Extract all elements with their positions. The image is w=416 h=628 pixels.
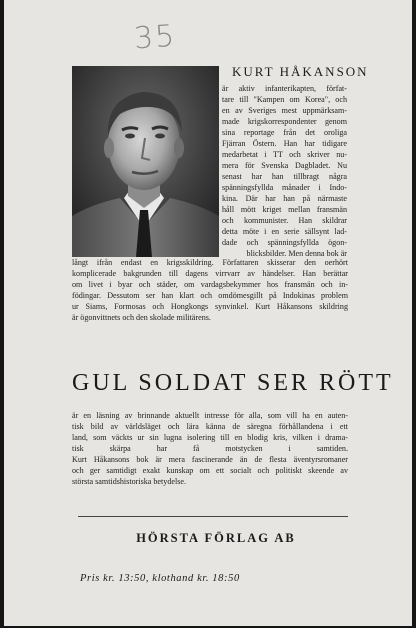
bio-line: senast har han tillbragt några (222, 172, 347, 181)
bio-line: födingar. Dessutom ser han klart och omdömesgillt på Indokinas problem (72, 291, 348, 300)
bio-line: medarbetat i TT och skriver nu- (222, 150, 347, 159)
publisher-name: HÖRSTA FÖRLAG AB (136, 531, 296, 545)
description-line: land, som väckts ur sin lugna isolering till en blodig kris, vilken i drama- (72, 433, 348, 442)
author-bio-column (222, 83, 347, 259)
bio-line: kina. Där har han på närmaste (222, 194, 347, 203)
bio-line: Fjärran Östern. Han har tidigare (222, 139, 347, 148)
author-portrait-image (72, 66, 219, 257)
book-description (72, 410, 348, 487)
bio-line: långt ifrån endast en krigsskildring. Författaren skisserar den oerhört (72, 258, 348, 267)
bio-line: blicksbilder. Men denna bok är (246, 249, 347, 258)
bio-line: made krigskorrespondenter genom (222, 117, 347, 126)
bio-line: detta möte i en serie sällsynt lad- (222, 227, 347, 236)
divider-rule (78, 516, 348, 517)
bio-line: spänningsfyllda månader i Indo- (222, 183, 347, 192)
description-line: Kurt Håkansons bok är mera fascinerande än de flesta äventyrsromaner (72, 455, 348, 464)
bio-line: håll mött kriget mellan fransmän (222, 205, 347, 214)
bio-line: dade och spänningsfyllda ögon- (222, 238, 347, 247)
bio-line: ur Siams, Formosas och Hongkongs synvinkel. Kurt Håkansons skildring (72, 302, 348, 311)
bio-line: en av Sveriges mest uppmärksam- (222, 106, 347, 115)
description-line: största samtidshistoriska betydelse. (72, 477, 186, 486)
description-line: tisk bild av världsläget och lära känna de säregna förhållandena i ett (72, 422, 348, 431)
bio-line: mera för Svenska Dagbladet. Nu (222, 161, 347, 170)
book-back-cover (4, 0, 412, 626)
bio-line: sina reportage från det oroliga (222, 128, 347, 137)
author-portrait (72, 66, 219, 257)
description-line: tisk skärpa har få motstycken i samtiden. (72, 444, 348, 453)
bio-line: är aktiv infanterikapten, förfat- (222, 84, 347, 93)
description-line: och ger samtidigt exakt kunskap om ett socialt och politiskt skeende av (72, 466, 348, 475)
author-name: KURT HÅKANSON (232, 64, 369, 79)
bio-line: om livet i byar och städer, om vardagsbekymmer hos fransmän och in- (72, 280, 348, 289)
bio-line: tare till "Kampen om Korea", och (222, 95, 347, 104)
bio-line: är ögonvittnets och den skolade militärens. (72, 313, 211, 322)
bio-line: och kommunister. Han skildrar (222, 216, 347, 225)
description-line: är en läsning av brinnande aktuellt intresse för alla, som vill ha en auten- (72, 411, 348, 420)
handwritten-page-number: 35 (132, 18, 178, 57)
author-bio-continued (72, 257, 348, 323)
book-title: GUL SOLDAT SER RÖTT (72, 370, 394, 396)
price-line: Pris kr. 13:50, klothand kr. 18:50 (80, 573, 240, 584)
bio-line: komplicerade bakgrunden till dagens virrvarr av händelser. Han berättar (72, 269, 348, 278)
